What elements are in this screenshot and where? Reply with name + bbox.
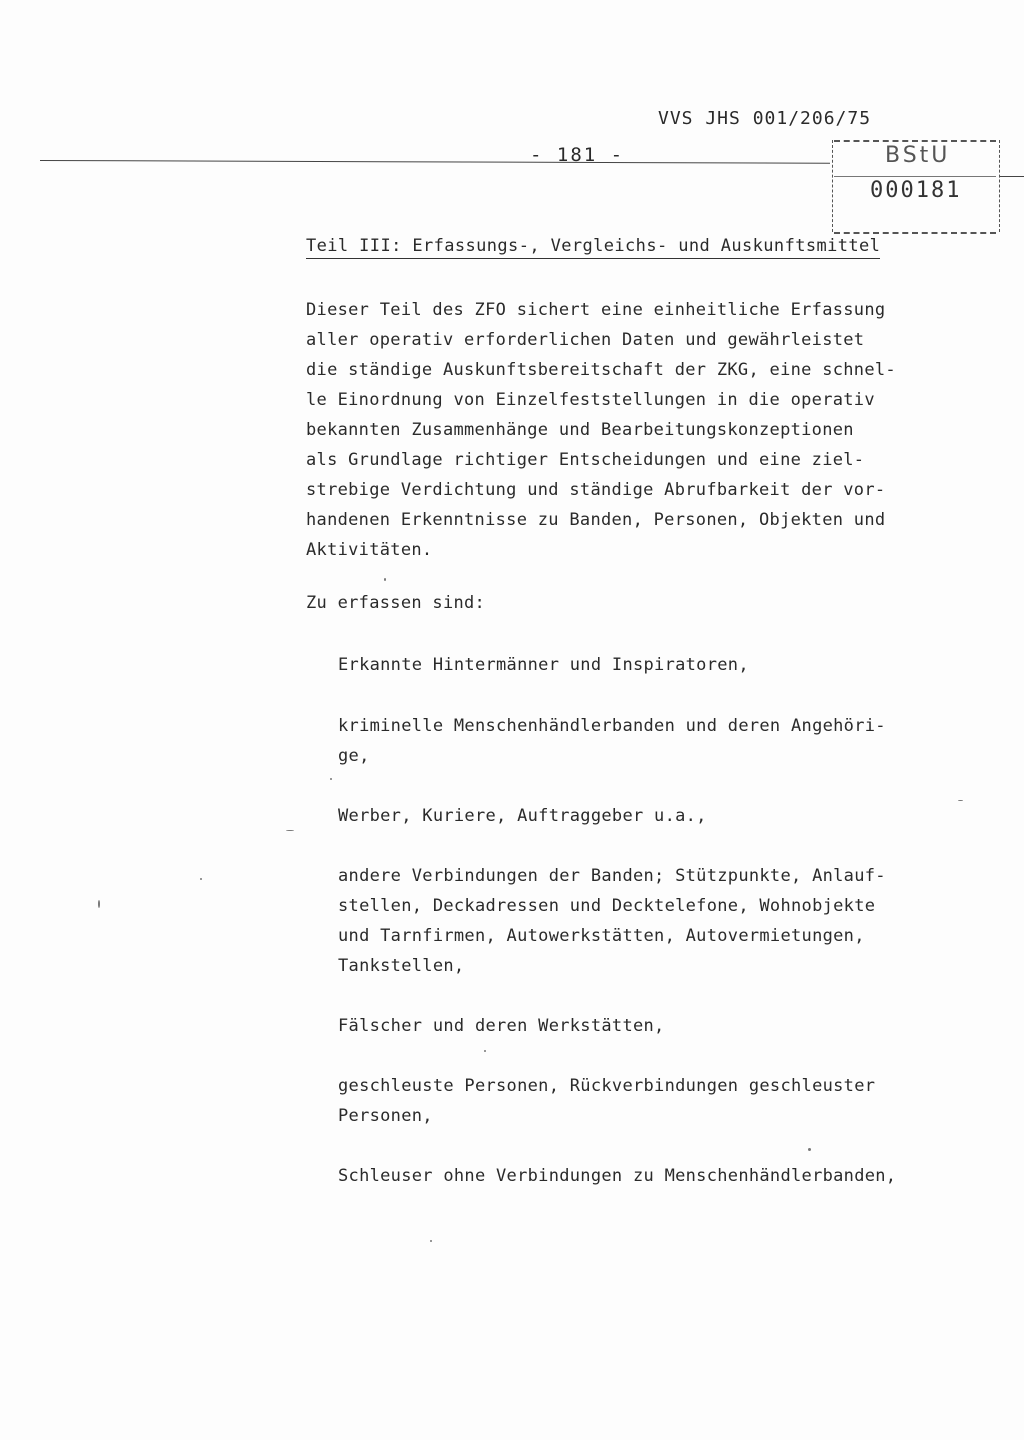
scan-speck xyxy=(958,800,963,801)
paragraph-line: die ständige Auskunftsbereitschaft der ZKG, eine schnel- xyxy=(306,360,896,380)
paragraph-line: als Grundlage richtiger Entscheidungen und eine ziel- xyxy=(306,450,865,470)
list-item xyxy=(338,1011,998,1041)
paragraph-line: le Einordnung von Einzelfeststellungen in die operativ xyxy=(306,390,875,410)
list-item-line: Schleuser ohne Verbindungen zu Menschenhändlerbanden, xyxy=(338,1166,897,1186)
scan-speck xyxy=(430,1240,432,1242)
stamp-top-border xyxy=(834,140,996,142)
scan-speck xyxy=(808,1148,811,1151)
list-item xyxy=(338,711,998,771)
list-item-line: Werber, Kuriere, Auftraggeber u.a., xyxy=(338,806,707,826)
list-item xyxy=(338,1161,998,1191)
scan-speck xyxy=(330,778,332,780)
list-item-line: Personen, xyxy=(338,1106,433,1126)
paragraph-line: handenen Erkenntnisse zu Banden, Personen, Objekten und xyxy=(306,510,886,530)
list-item xyxy=(338,801,998,831)
list-item-line: ge, xyxy=(338,746,370,766)
list-item xyxy=(338,861,998,981)
stamp-divider xyxy=(834,176,996,177)
paragraph-line: Aktivitäten. xyxy=(306,540,433,560)
list-item-line: Erkannte Hintermänner und Inspiratoren, xyxy=(338,655,749,675)
list-item-line: und Tarnfirmen, Autowerkstätten, Autovermietungen, xyxy=(338,926,865,946)
page-number: - 181 - xyxy=(530,144,625,166)
paragraph-line: Dieser Teil des ZFO sichert eine einheitliche Erfassung xyxy=(306,300,886,320)
header-rule xyxy=(40,160,830,164)
paragraph-line: strebige Verdichtung und ständige Abrufbarkeit der vor- xyxy=(306,480,886,500)
list-item-line: Fälscher und deren Werkstätten, xyxy=(338,1016,665,1036)
document-reference: VVS JHS 001/206/75 xyxy=(658,108,872,129)
header-rule-right xyxy=(1000,176,1024,177)
stamp-bottom-border xyxy=(834,232,996,234)
scan-speck xyxy=(98,900,100,908)
list-item-line: Tankstellen, xyxy=(338,956,465,976)
scan-speck xyxy=(384,578,386,581)
list-item-line: kriminelle Menschenhändlerbanden und deren Angehöri- xyxy=(338,716,886,736)
section-heading: Teil III: Erfassungs-, Vergleichs- und Auskunftsmittel xyxy=(306,236,880,259)
list-item-line: andere Verbindungen der Banden; Stützpunkte, Anlauf- xyxy=(338,866,886,886)
paragraph-line: bekannten Zusammenhänge und Bearbeitungskonzeptionen xyxy=(306,420,854,440)
scan-speck xyxy=(286,830,294,831)
list-item-line: geschleuste Personen, Rückverbindungen geschleuster xyxy=(338,1076,876,1096)
scan-speck xyxy=(200,878,202,880)
stamp-number: 000181 xyxy=(870,178,962,203)
scan-speck xyxy=(484,1050,486,1052)
paragraph-line: aller operativ erforderlichen Daten und gewährleistet xyxy=(306,330,865,350)
list-item-line: stellen, Deckadressen und Decktelefone, Wohnobjekte xyxy=(338,896,876,916)
list-item xyxy=(338,1071,998,1131)
intro-paragraph xyxy=(306,295,996,565)
stamp-org-label: BStU xyxy=(885,143,951,168)
list-item xyxy=(338,650,998,680)
list-subheading: Zu erfassen sind: xyxy=(306,593,486,613)
